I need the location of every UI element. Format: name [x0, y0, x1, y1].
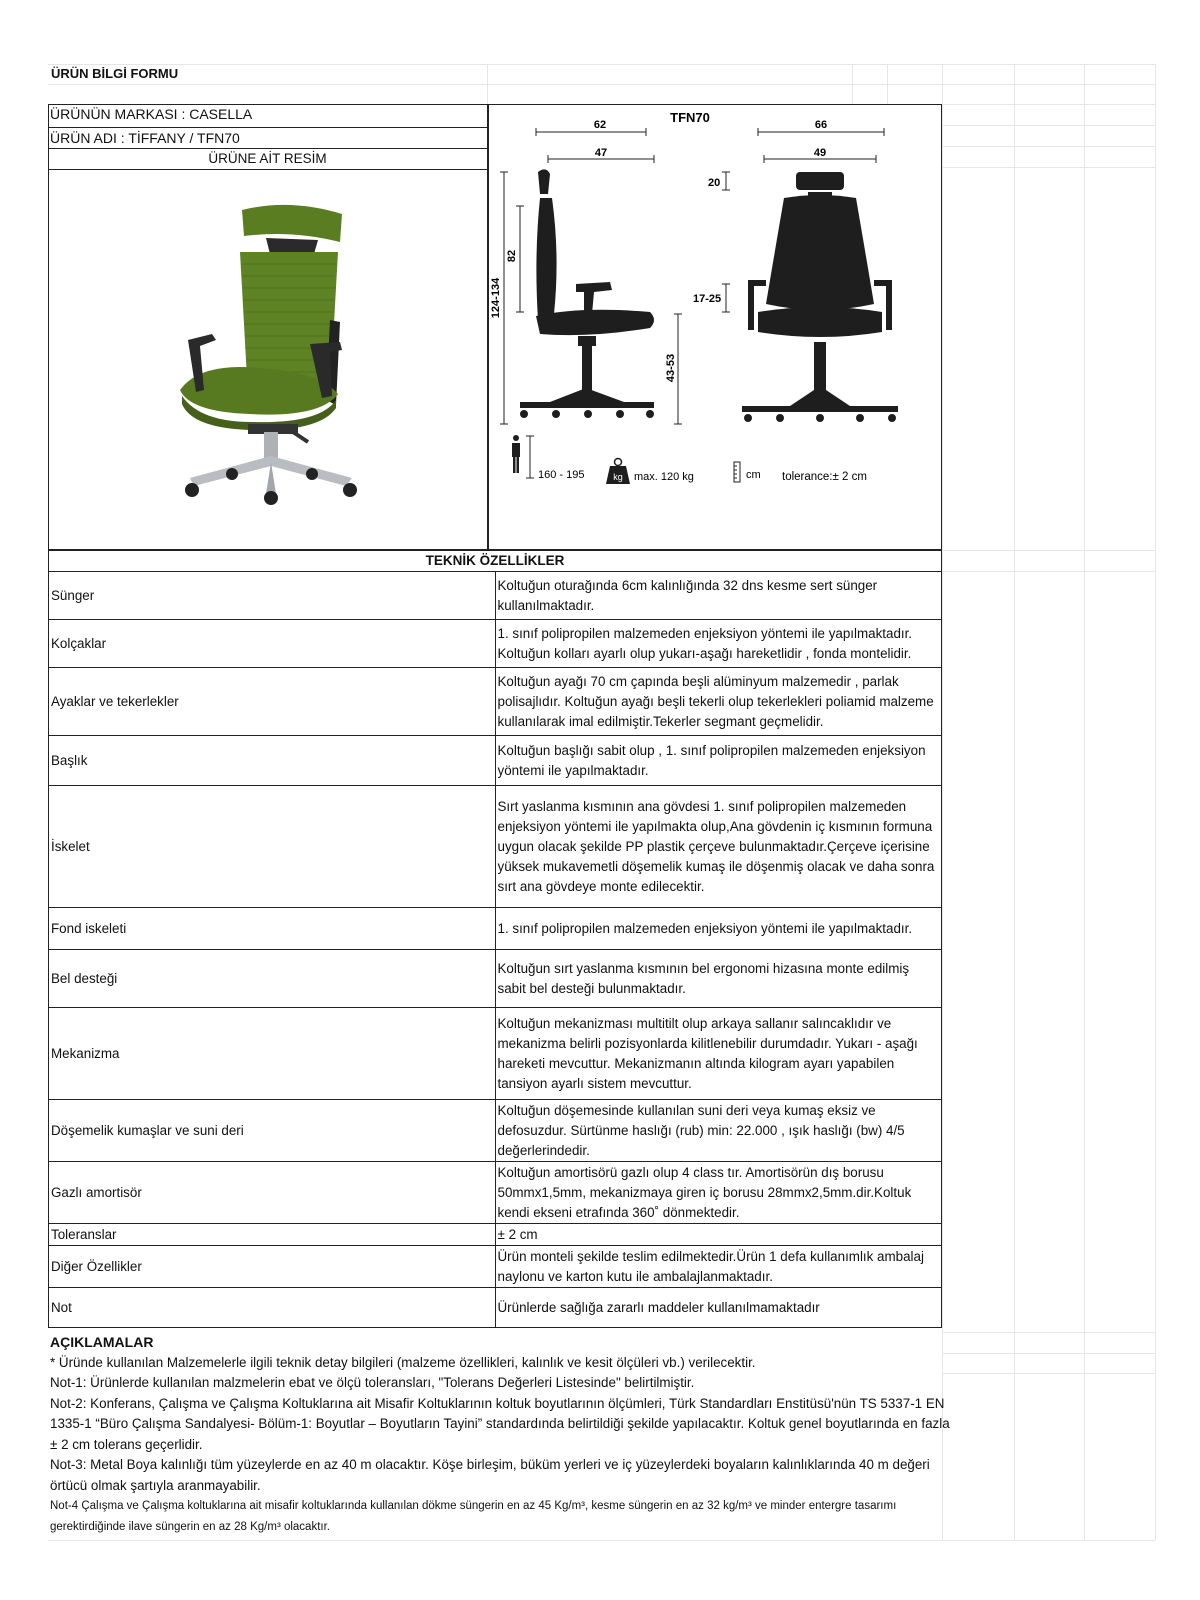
image-label-cell: ÜRÜNE AİT RESİM [48, 148, 487, 170]
brand-cell: ÜRÜNÜN MARKASI : CASELLA [48, 104, 487, 128]
spec-value: Ürün monteli şekilde teslim edilmektedir.Ürün 1 defa kullanımlık ambalaj naylonu ve karton kutu ile ambalajlanmaktadır. [495, 1246, 942, 1288]
note-4: Not-4 Çalışma ve Çalışma koltuklarına ait misafir koltuklarında kullanılan dökme süngerin en az 45 Kg/m³, kesme süngerin en az 32 kg/m³ ve minder entergre tasarımı gerektirdiğinde ilave süngerin en az 28 Kg/m³ olacaktır. [50, 1500, 897, 1533]
spec-label: Ayaklar ve tekerlekler [49, 668, 496, 736]
spec-value: ± 2 cm [495, 1224, 942, 1246]
table-row [49, 1008, 942, 1100]
product-photo [170, 200, 390, 520]
notes-title: AÇIKLAMALAR [50, 1334, 154, 1350]
unit-label: cm [746, 469, 761, 481]
front-view-chair [742, 172, 898, 422]
spec-label: Not [49, 1288, 496, 1328]
dim-headrest: 20 [708, 177, 721, 189]
spec-label: İskelet [49, 786, 496, 908]
table-row [49, 572, 942, 620]
dim-side-inner: 47 [594, 147, 608, 159]
weight-icon [606, 459, 630, 485]
note-general: * Üründe kullanılan Malzemelerle ilgili teknik detay bilgileri (malzeme özellikleri, kalınlık ve kesit ölçüleri vb.) verilecektir. [50, 1354, 756, 1370]
dim-arm-height: 17-25 [693, 293, 722, 305]
table-row [49, 736, 942, 786]
spec-table-header: TEKNİK ÖZELLİKLER [49, 551, 942, 572]
spec-label: Fond iskeleti [49, 908, 496, 950]
dim-seat-height: 43-53 [665, 353, 677, 383]
spec-value: Koltuğun oturağında 6cm kalınlığında 32 dns kesme sert sünger kullanılmaktadır. [495, 572, 942, 620]
spec-label: Sünger [49, 572, 496, 620]
table-row [49, 1246, 942, 1288]
spec-value: 1. sınıf polipropilen malzemeden enjeksiyon yöntemi ile yapılmaktadır. [495, 908, 942, 950]
spec-label: Kolçaklar [49, 620, 496, 668]
table-row [49, 1288, 942, 1328]
dim-front-inner: 49 [813, 147, 827, 159]
note-2: Not-2: Konferans, Çalışma ve Çalışma Koltuklarına ait Misafir Koltuklarının koltuk boyutlarının ölçümleri, Türk Standardları Enstitüsü'nün TS 5337-1 EN 1335-1 “Büro Çalışma Sandalyesi- Bölüm-1: Boyutlar – Boyutların Tayini” standardında belirtildiği şekilde yapılacaktır. Koltuk genel boyutlarında en fazla ± 2 cm tolerans geçerlidir. [50, 1395, 950, 1452]
spec-label: Başlık [49, 736, 496, 786]
spec-label: Mekanizma [49, 1008, 496, 1100]
table-row [49, 668, 942, 736]
table-row [49, 786, 942, 908]
spec-label: Diğer Özellikler [49, 1246, 496, 1288]
table-row [49, 1224, 942, 1246]
spec-value: Koltuğun mekanizması multitilt olup arkaya sallanır salıncaklıdır ve mekanizma belirli pozisyonlarda kilitlenebilir durumdadır. Yukarı - aşağı hareketi mevcuttur. Mekanizmanın altında kilogram ayarı yapabilen tansiyon ayarlı sistem mevcuttur. [495, 1008, 942, 1100]
spec-value: Koltuğun sırt yaslanma kısmının bel ergonomi hizasına monte edilmiş sabit bel desteği bulunmaktadır. [495, 950, 942, 1008]
technical-drawing [490, 106, 940, 548]
dim-total-height: 124-134 [490, 277, 502, 319]
spec-value: Koltuğun amortisörü gazlı olup 4 class tır. Amortisörün dış borusu 50mmx1,5mm, mekanizmaya giren iç borusu 28mmx2,5mm.dir.Koltuk kendi ekseni etrafında 360˚ dönmektedir. [495, 1162, 942, 1224]
table-row [49, 908, 942, 950]
dim-front-outer: 66 [814, 119, 828, 131]
form-title: ÜRÜN BİLGİ FORMU [51, 66, 179, 81]
spec-value: Koltuğun başlığı sabit olup , 1. sınıf polipropilen malzemeden enjeksiyon yöntemi ile yapılmaktadır. [495, 736, 942, 786]
notes-section [50, 1332, 950, 1538]
user-height-range: 160 - 195 [538, 469, 585, 481]
note-3: Not-3: Metal Boya kalınlığı tüm yüzeylerde en az 40 m olacaktır. Köşe birleşim, büküm yerleri ve iç yüzeylerdeki boyaların kalınlıklarında 40 m değeri örtücü olmak şartıyla aranmayabilir. [50, 1457, 930, 1493]
spec-label: Gazlı amortisör [49, 1162, 496, 1224]
spec-value: Sırt yaslanma kısmının ana gövdesi 1. sınıf polipropilen malzemeden enjeksiyon yöntemi ile yapılmakta olup,Ana gövdenin iç kısmının formuna uygun olacak şekilde PP plastik çerçeve bulunmaktadır.Çerçeve içerisine yüksek mukavemetli döşemelik kumaş ile döşenmiş olacak ve daha sonra sırt ana gövdeye monte edilecektir. [495, 786, 942, 908]
ruler-icon [734, 462, 740, 482]
person-icon [512, 435, 520, 473]
spec-value: Koltuğun döşemesinde kullanılan suni deri veya kumaş eksiz ve defosuzdur. Sürtünme haslığı (rub) min: 22.000 , ışık haslığı (bw) 4/5 değerlerindedir. [495, 1100, 942, 1162]
spec-table [48, 550, 942, 1328]
table-row [49, 950, 942, 1008]
spec-value: 1. sınıf polipropilen malzemeden enjeksiyon yöntemi ile yapılmaktadır. Koltuğun kolları ayarlı olup yukarı-aşağı hareketlidir , fonda montelidir. [495, 620, 942, 668]
note-1: Not-1: Ürünlerde kullanılan malzmelerin ebat ve ölçü toleransları, "Tolerans Değerleri Listesinde" belirtilmiştir. [50, 1375, 695, 1390]
table-row [49, 1100, 942, 1162]
dim-back-height: 82 [506, 249, 518, 263]
dim-side-outer: 62 [593, 119, 607, 131]
table-row [49, 1162, 942, 1224]
kg-badge: kg [613, 472, 623, 482]
spec-label: Toleranslar [49, 1224, 496, 1246]
chair-illustration [180, 205, 357, 505]
spec-value: Koltuğun ayağı 70 cm çapında beşli alüminyum malzemedir , parlak polisajlıdır. Koltuğun ayağı beşli tekerli olup tekerlekleri poliamid malzeme kullanılarak imal edilmiştir.Tekerler segmant geçmelidir. [495, 668, 942, 736]
side-view-chair [520, 169, 654, 418]
tolerance-label: tolerance:± 2 cm [782, 471, 867, 483]
max-load: max. 120 kg [634, 471, 694, 483]
spec-label: Bel desteği [49, 950, 496, 1008]
column-divider [487, 104, 489, 550]
table-row [49, 620, 942, 668]
model-code: TFN70 [670, 110, 710, 125]
spec-label: Döşemelik kumaşlar ve suni deri [49, 1100, 496, 1162]
product-name-cell: ÜRÜN ADI : TİFFANY / TFN70 [48, 127, 487, 149]
spec-value: Ürünlerde sağlığa zararlı maddeler kullanılmamaktadır [495, 1288, 942, 1328]
